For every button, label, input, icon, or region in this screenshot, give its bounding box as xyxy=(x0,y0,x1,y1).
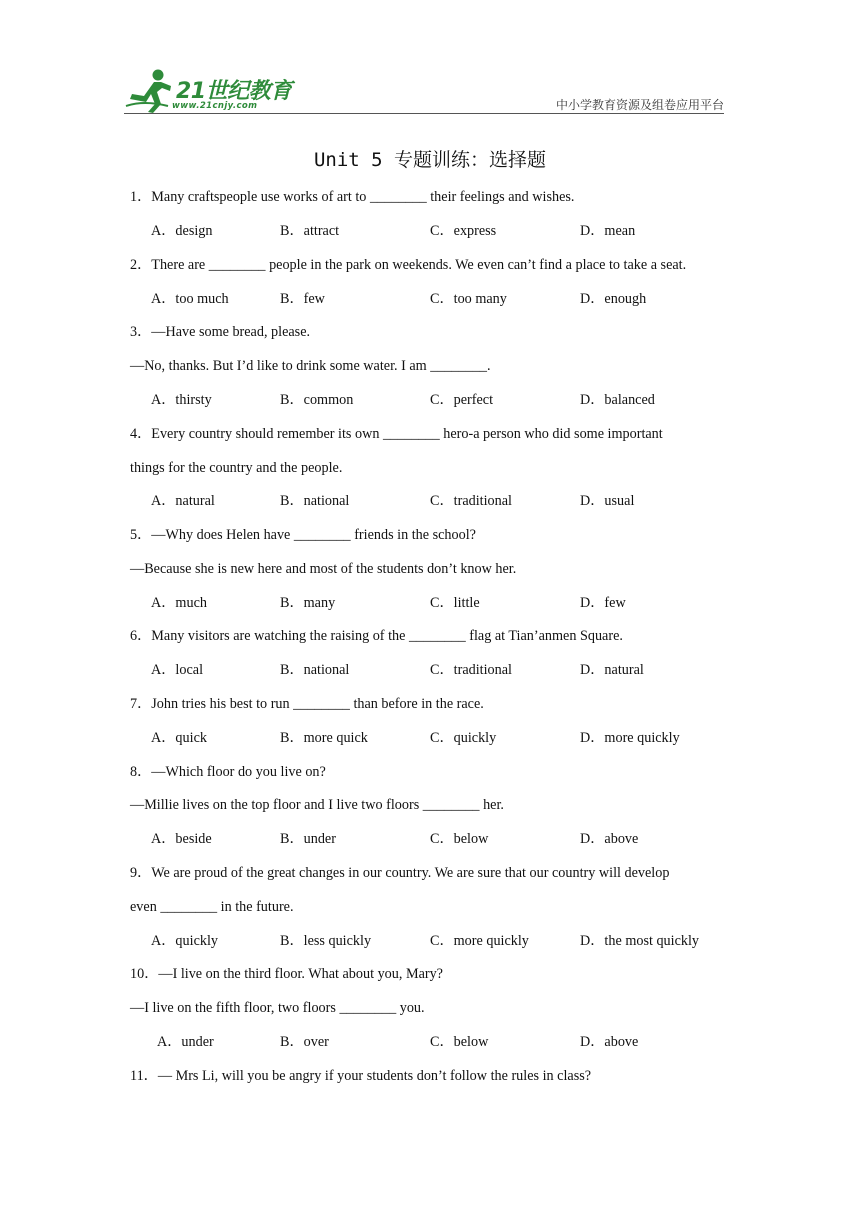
question-6-option-b[interactable]: B．national xyxy=(280,662,350,678)
question-7-option-c[interactable]: C．quickly xyxy=(430,730,497,746)
question-9-line-1: 9．We are proud of the great changes in our country. We are sure that our country will develop xyxy=(130,865,670,881)
question-5-option-b[interactable]: B．many xyxy=(280,595,336,611)
question-9-option-c[interactable]: C．more quickly xyxy=(430,933,529,949)
question-5-line-1: 5．—Why does Helen have ________ friends in the school? xyxy=(130,527,476,543)
question-7-option-b[interactable]: B．more quick xyxy=(280,730,368,746)
question-9-option-a[interactable]: A．quickly xyxy=(151,933,218,949)
logo-url: www.21cnjy.com xyxy=(172,101,258,111)
question-4-option-a[interactable]: A．natural xyxy=(151,493,215,509)
question-10-line-1: 10．—I live on the third floor. What about you, Mary? xyxy=(130,966,443,982)
question-7-option-d[interactable]: D．more quickly xyxy=(580,730,680,746)
question-10-line-2: —I live on the fifth floor, two floors ________ you. xyxy=(130,1000,425,1016)
question-5-option-a[interactable]: A．much xyxy=(151,595,207,611)
question-4-option-c[interactable]: C．traditional xyxy=(430,493,512,509)
question-6-option-a[interactable]: A．local xyxy=(151,662,204,678)
question-10-option-c[interactable]: C．below xyxy=(430,1034,489,1050)
question-1-option-d[interactable]: D．mean xyxy=(580,223,636,239)
question-8-option-a[interactable]: A．beside xyxy=(151,831,212,847)
logo xyxy=(124,66,294,116)
question-6-option-d[interactable]: D．natural xyxy=(580,662,644,678)
question-6-option-c[interactable]: C．traditional xyxy=(430,662,512,678)
runner-logo-icon xyxy=(124,66,174,114)
question-2-option-b[interactable]: B．few xyxy=(280,291,325,307)
question-2-option-d[interactable]: D．enough xyxy=(580,291,647,307)
question-3-line-2: —No, thanks. But I’d like to drink some water. I am ________. xyxy=(130,358,491,374)
question-7-line-1: 7．John tries his best to run ________ than before in the race. xyxy=(130,696,484,712)
question-8-option-d[interactable]: D．above xyxy=(580,831,639,847)
question-8-option-c[interactable]: C．below xyxy=(430,831,489,847)
question-1-line-1: 1．Many craftspeople use works of art to ________ their feelings and wishes. xyxy=(130,189,575,205)
question-9-option-d[interactable]: D．the most quickly xyxy=(580,933,700,949)
question-3-option-d[interactable]: D．balanced xyxy=(580,392,655,408)
question-3-option-b[interactable]: B．common xyxy=(280,392,354,408)
question-6-line-1: 6．Many visitors are watching the raising of the ________ flag at Tian’anmen Square. xyxy=(130,628,623,644)
header-divider xyxy=(124,113,724,114)
platform-name: 中小学教育资源及组卷应用平台 xyxy=(555,98,724,112)
question-2-line-1: 2．There are ________ people in the park on weekends. We even can’t find a place to take a seat. xyxy=(130,257,687,273)
question-4-line-1: 4．Every country should remember its own ________ hero-a person who did some important xyxy=(130,426,663,442)
question-9-line-2: even ________ in the future. xyxy=(130,899,294,915)
question-2-option-a[interactable]: A．too much xyxy=(151,291,229,307)
question-2-option-c[interactable]: C．too many xyxy=(430,291,507,307)
question-4-option-d[interactable]: D．usual xyxy=(580,493,635,509)
question-7-option-a[interactable]: A．quick xyxy=(151,730,207,746)
question-5-option-d[interactable]: D．few xyxy=(580,595,626,611)
question-11-line-1: 11．— Mrs Li, will you be angry if your students don’t follow the rules in class? xyxy=(130,1068,592,1084)
question-5-option-c[interactable]: C．little xyxy=(430,595,480,611)
question-4-option-b[interactable]: B．national xyxy=(280,493,350,509)
question-10-option-b[interactable]: B．over xyxy=(280,1034,329,1050)
question-3-line-1: 3．—Have some bread, please. xyxy=(130,324,311,340)
question-8-option-b[interactable]: B．under xyxy=(280,831,336,847)
question-8-line-1: 8．—Which floor do you live on? xyxy=(130,764,326,780)
question-1-option-a[interactable]: A．design xyxy=(151,223,213,239)
question-8-line-2: —Millie lives on the top floor and I live two floors ________ her. xyxy=(130,797,504,813)
question-10-option-a[interactable]: A．under xyxy=(157,1034,214,1050)
question-3-option-c[interactable]: C．perfect xyxy=(430,392,494,408)
question-4-line-2: things for the country and the people. xyxy=(130,460,343,476)
question-9-option-b[interactable]: B．less quickly xyxy=(280,933,372,949)
logo-text: 21世纪教育 xyxy=(176,79,292,104)
question-10-option-d[interactable]: D．above xyxy=(580,1034,639,1050)
question-3-option-a[interactable]: A．thirsty xyxy=(151,392,212,408)
page-title: Unit 5 专题训练：选择题 xyxy=(313,149,547,171)
question-1-option-c[interactable]: C．express xyxy=(430,223,497,239)
question-1-option-b[interactable]: B．attract xyxy=(280,223,340,239)
question-5-line-2: —Because she is new here and most of the students don’t know her. xyxy=(130,561,517,577)
